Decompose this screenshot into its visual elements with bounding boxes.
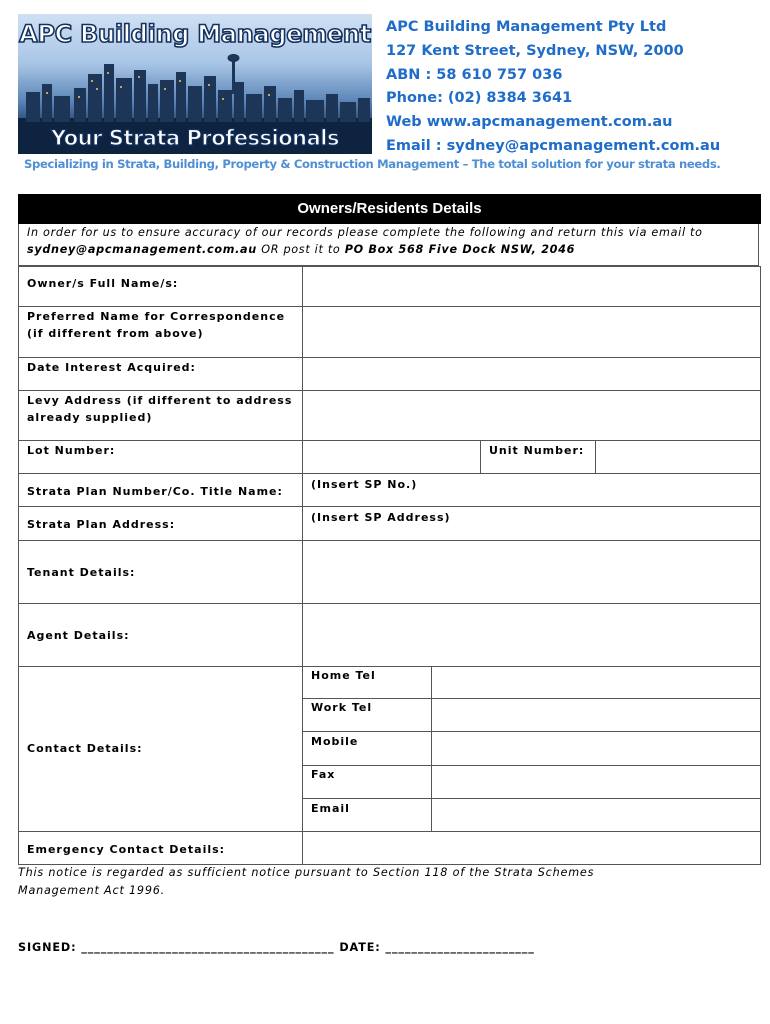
home-tel-label: Home Tel: [311, 669, 376, 682]
home-tel-field[interactable]: [431, 666, 761, 699]
date-interest-label: Date Interest Acquired:: [27, 361, 196, 374]
work-tel-label-cell: [302, 698, 432, 732]
lot-number-field[interactable]: [302, 440, 481, 474]
preferred-name-label: Preferred Name for Correspondence: [27, 310, 286, 323]
fax-label: Fax: [311, 768, 336, 781]
company-abn: ABN : 58 610 757 036: [386, 66, 563, 83]
date-interest-field[interactable]: [302, 357, 761, 391]
owners-name-field[interactable]: [302, 266, 761, 307]
specializing-tagline: Specializing in Strata, Building, Property & Construction Management – The total solution for your strata needs.: [24, 157, 721, 171]
agent-details-label: Agent Details:: [27, 629, 130, 642]
lot-number-label: Lot Number:: [27, 444, 116, 457]
levy-address-label: Levy Address (if different to address: [27, 394, 293, 407]
date-interest-label-cell: [18, 357, 303, 391]
strata-plan-address-label: Strata Plan Address:: [27, 518, 176, 531]
emergency-contact-field[interactable]: [302, 831, 761, 865]
strata-plan-address-field[interactable]: [302, 506, 761, 541]
unit-number-label: Unit Number:: [489, 444, 585, 457]
intro-line: In order for us to ensure accuracy of our records please complete the following and return this via email to: [27, 226, 703, 239]
agent-details-label-cell: [18, 603, 303, 667]
work-tel-field[interactable]: [431, 698, 761, 732]
tenant-details-label-cell: [18, 540, 303, 604]
fax-field[interactable]: [431, 765, 761, 799]
company-banner-image: [18, 14, 372, 154]
owners-name-label: Owner/s Full Name/s:: [27, 277, 179, 290]
tenant-details-field[interactable]: [302, 540, 761, 604]
strata-plan-number-label-cell: [18, 473, 303, 507]
company-name: APC Building Management Pty Ltd: [386, 19, 667, 35]
emergency-contact-label: Emergency Contact Details:: [27, 843, 226, 856]
mobile-label: Mobile: [311, 735, 359, 748]
company-web[interactable]: Web www.apcmanagement.com.au: [386, 114, 673, 131]
agent-details-field[interactable]: [302, 603, 761, 667]
form-title: Owners/Residents Details: [18, 194, 761, 224]
company-email[interactable]: Email : sydney@apcmanagement.com.au: [386, 137, 721, 154]
strata-plan-address-label-cell: [18, 506, 303, 541]
levy-address-sublabel: already supplied): [27, 411, 153, 424]
strata-plan-address-hint: (Insert SP Address): [311, 511, 451, 524]
contact-details-label: Contact Details:: [27, 742, 143, 755]
levy-address-label-cell: [18, 390, 303, 441]
banner-title: APC Building Management: [19, 20, 371, 48]
tenant-details-label: Tenant Details:: [27, 566, 136, 579]
legal-notice: [18, 864, 594, 900]
intro-po-box: PO Box 568 Five Dock NSW, 2046: [344, 243, 576, 256]
work-tel-label: Work Tel: [311, 701, 373, 714]
strata-plan-number-hint: (Insert SP No.): [311, 478, 418, 491]
signature-date-line[interactable]: SIGNED: _______________________________________ DATE: _______________________: [18, 941, 535, 954]
legal-notice-line-1: This notice is regarded as sufficient notice pursuant to Section 118 of the Strata Schemes: [18, 866, 595, 879]
levy-address-field[interactable]: [302, 390, 761, 441]
company-address: 127 Kent Street, Sydney, NSW, 2000: [386, 42, 684, 59]
strata-plan-number-field[interactable]: [302, 473, 761, 507]
company-details: [386, 16, 720, 159]
strata-plan-number-label: Strata Plan Number/Co. Title Name:: [27, 485, 283, 498]
fax-label-cell: [302, 765, 432, 799]
legal-notice-line-2: Management Act 1996.: [18, 884, 166, 897]
intro-line-2: [27, 243, 575, 256]
owners-name-label-cell: [18, 266, 303, 307]
email-field[interactable]: [431, 798, 761, 832]
lot-number-label-cell: [18, 440, 303, 474]
home-tel-label-cell: [302, 666, 432, 699]
contact-details-label-cell: [18, 666, 303, 832]
preferred-name-label-cell: [18, 306, 303, 358]
preferred-name-field[interactable]: [302, 306, 761, 358]
company-phone: Phone: (02) 8384 3641: [386, 90, 573, 107]
unit-number-field[interactable]: [595, 440, 761, 474]
preferred-name-sublabel: (if different from above): [27, 327, 204, 340]
emergency-contact-label-cell: [18, 831, 303, 865]
intro-email[interactable]: sydney@apcmanagement.com.au: [27, 243, 257, 256]
banner-tagline: Your Strata Professionals: [50, 126, 340, 150]
unit-number-label-cell: [480, 440, 596, 474]
form-intro: [18, 224, 759, 266]
mobile-field[interactable]: [431, 731, 761, 766]
email-label-cell: [302, 798, 432, 832]
email-label: Email: [311, 802, 350, 815]
intro-or: OR post it to: [256, 243, 345, 256]
mobile-label-cell: [302, 731, 432, 766]
